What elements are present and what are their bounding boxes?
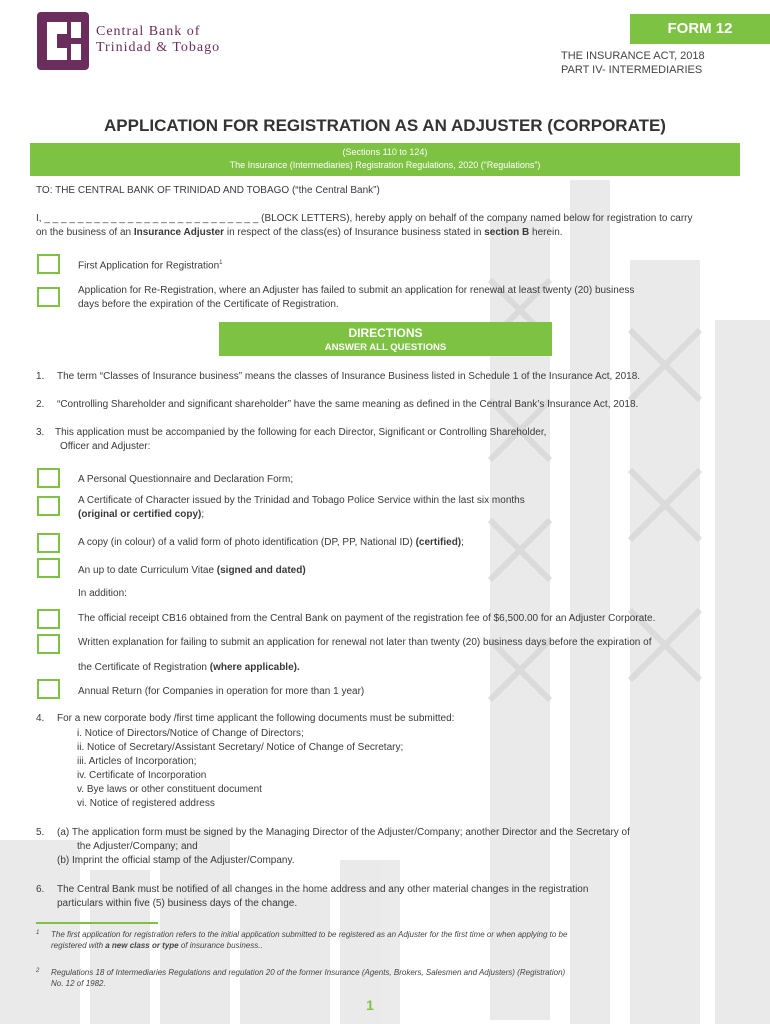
item-2-number: 2.: [36, 399, 45, 410]
item-3-number: 3.: [36, 427, 45, 438]
curriculum-vitae-checkbox[interactable]: [37, 558, 60, 578]
certificate-of-character-line1: A Certificate of Character issued by the Trinidad and Tobago Police Service within the last six months: [78, 495, 525, 506]
footnote-2-line2: No. 12 of 1982.: [51, 979, 106, 988]
photo-id-bold: (certified): [415, 537, 462, 548]
item-1-number: 1.: [36, 371, 45, 382]
annual-return-label: Annual Return (for Companies in operation for more than 1 year): [78, 686, 365, 697]
written-explanation-line1: Written explanation for failing to submit an application for renewal not later than twenty (20) business days before the expiration of: [78, 637, 652, 648]
directions-banner: [219, 322, 552, 356]
act-line1: THE INSURANCE ACT, 2018: [561, 50, 705, 62]
curriculum-vitae-text: An up to date Curriculum Vitae: [78, 565, 217, 576]
addressee-line: TO: THE CENTRAL BANK OF TRINIDAD AND TOBAGO (“the Central Bank”): [36, 185, 380, 196]
photo-id-checkbox[interactable]: [37, 533, 60, 553]
official-receipt-checkbox[interactable]: [37, 609, 60, 629]
certificate-of-character-bold: (original or certified copy): [78, 509, 202, 520]
item-4-intro: For a new corporate body /first time applicant the following documents must be submitted:: [57, 713, 455, 724]
document-list-item: vi. Notice of registered address: [77, 798, 215, 809]
declaration-text-a: on the business of an: [36, 227, 134, 238]
item-6-line1: The Central Bank must be notified of all changes in the home address and any other material changes in the registration: [57, 884, 589, 895]
act-reference: [561, 49, 705, 77]
curriculum-vitae-bold: (signed and dated): [216, 565, 306, 576]
item-5a-line1: (a) The application form must be signed by the Managing Director of the Adjuster/Company; another Director and the Secretary of: [57, 827, 630, 838]
written-explanation-bold: (where applicable).: [209, 662, 300, 673]
footnote-divider: [36, 922, 158, 924]
item-5b: (b) Imprint the official stamp of the Adjuster/Company.: [57, 855, 295, 866]
footnote-1-line2: [51, 940, 741, 951]
footnote-1-bold: a new class or type: [105, 941, 179, 950]
item-6-line2: particulars within five (5) business days of the change.: [57, 898, 298, 909]
bank-logo: [37, 12, 89, 70]
re-registration-checkbox[interactable]: [37, 287, 60, 307]
sections-line: (Sections 110 to 124): [342, 147, 428, 157]
certificate-of-character-label: [78, 494, 525, 522]
photo-id-label: [78, 536, 464, 550]
item-5a-line2: the Adjuster/Company; and: [77, 841, 198, 852]
document-list-item: iv. Certificate of Incorporation: [77, 770, 207, 781]
first-application-label: [78, 256, 223, 273]
directions-heading: DIRECTIONS: [348, 326, 423, 340]
first-application-checkbox[interactable]: [37, 254, 60, 274]
document-list-item: i. Notice of Directors/Notice of Change of Directors;: [77, 728, 304, 739]
bank-name: [96, 24, 220, 56]
item-2-text: “Controlling Shareholder and significant shareholder” have the same meaning as defined in the Central Bank’s Insurance Act, 2018.: [57, 399, 639, 410]
item-5-text: [57, 826, 630, 868]
item-3-text: [55, 426, 546, 454]
declaration-line1: I, _ _ _ _ _ _ _ _ _ _ _ _ _ _ _ _ _ _ _ _ _ _ _ _ _ _ (BLOCK LETTERS), hereby apply on behalf of the company named below for registration to carry: [36, 213, 693, 224]
item-4-number: 4.: [36, 713, 45, 724]
re-registration-line1: Application for Re-Registration, where an Adjuster has failed to submit an application for renewal at least twenty (20) business: [78, 285, 635, 296]
declaration-text-b: in respect of the class(es) of Insurance business stated in: [224, 227, 485, 238]
item-5-number: 5.: [36, 827, 45, 838]
page-title: APPLICATION FOR REGISTRATION AS AN ADJUSTER (CORPORATE): [104, 116, 666, 135]
form-number-badge: FORM 12: [630, 14, 770, 44]
footnote-1-text-a: registered with: [51, 941, 106, 950]
photo-id-text: A copy (in colour) of a valid form of photo identification (DP, PP, National ID): [78, 537, 416, 548]
written-explanation-text: the Certificate of Registration: [78, 662, 210, 673]
footnote-ref-1: 1: [219, 260, 223, 266]
footnote-1: [51, 929, 741, 951]
bank-name-line2: Trinidad & Tobago: [96, 40, 221, 55]
sections-band: [30, 143, 740, 176]
footnote-2: [51, 967, 741, 989]
declaration-bold-a: Insurance Adjuster: [133, 227, 225, 238]
declaration-bold-b: section B: [484, 227, 530, 238]
certificate-of-character-end: ;: [201, 509, 205, 520]
item-6-number: 6.: [36, 884, 45, 895]
curriculum-vitae-label: [78, 564, 306, 578]
re-registration-label: [78, 284, 634, 312]
regulations-line: The Insurance (Intermediaries) Registration Regulations, 2020 (“Regulations”): [229, 160, 541, 170]
photo-id-end: ;: [461, 537, 464, 548]
item-6-text: [57, 883, 588, 911]
act-line2: PART IV- INTERMEDIARIES: [561, 64, 703, 76]
annual-return-checkbox[interactable]: [37, 679, 60, 699]
personal-questionnaire-checkbox[interactable]: [37, 468, 60, 488]
document-list-item: iii. Articles of Incorporation;: [77, 756, 197, 767]
item-3-line2: Officer and Adjuster:: [60, 441, 151, 452]
written-explanation-label: [78, 636, 651, 675]
page-number: 1: [366, 997, 374, 1013]
certificate-of-character-checkbox[interactable]: [37, 496, 60, 516]
written-explanation-line2: [78, 661, 651, 675]
item-4-document-list: [77, 727, 403, 811]
written-explanation-checkbox[interactable]: [37, 634, 60, 654]
footnote-1-text-b: of insurance business..: [178, 941, 263, 950]
declaration-text-c: herein.: [529, 227, 563, 238]
item-3-line1: This application must be accompanied by the following for each Director, Significant or Controlling Shareholder,: [55, 427, 547, 438]
re-registration-line2: days before the expiration of the Certificate of Registration.: [78, 299, 339, 310]
footnote-2-mark: 2: [36, 968, 40, 974]
document-list-item: v. Bye laws or other constituent document: [77, 784, 262, 795]
document-list-item: ii. Notice of Secretary/Assistant Secretary/ Notice of Change of Secretary;: [77, 742, 404, 753]
footnote-1-mark: 1: [36, 930, 40, 936]
personal-questionnaire-label: A Personal Questionnaire and Declaration Form;: [78, 474, 294, 485]
footnote-2-line1: Regulations 18 of Intermediaries Regulations and regulation 20 of the former Insurance (Agents, Brokers, Salesmen and Adjusters) (Registration): [51, 968, 566, 977]
declaration-text: [36, 212, 741, 240]
certificate-of-character-line2: [78, 508, 525, 522]
item-1-text: The term “Classes of Insurance business” means the classes of Insurance Business listed in Schedule 1 of the Insurance Act, 2018.: [57, 371, 641, 382]
directions-subheading: ANSWER ALL QUESTIONS: [324, 342, 447, 353]
official-receipt-label: The official receipt CB16 obtained from the Central Bank on payment of the registration fee of $6,500.00 for an Adjuster Corporate.: [78, 613, 656, 624]
in-addition-label: In addition:: [78, 588, 127, 599]
bank-name-line1: Central Bank of: [96, 24, 201, 39]
first-application-text: First Application for Registration: [78, 260, 220, 272]
footnote-1-line1: The first application for registration refers to the initial application submitted to be registered as an Adjuster for the first time or when applying to be: [51, 930, 568, 939]
declaration-line2: [36, 226, 741, 240]
